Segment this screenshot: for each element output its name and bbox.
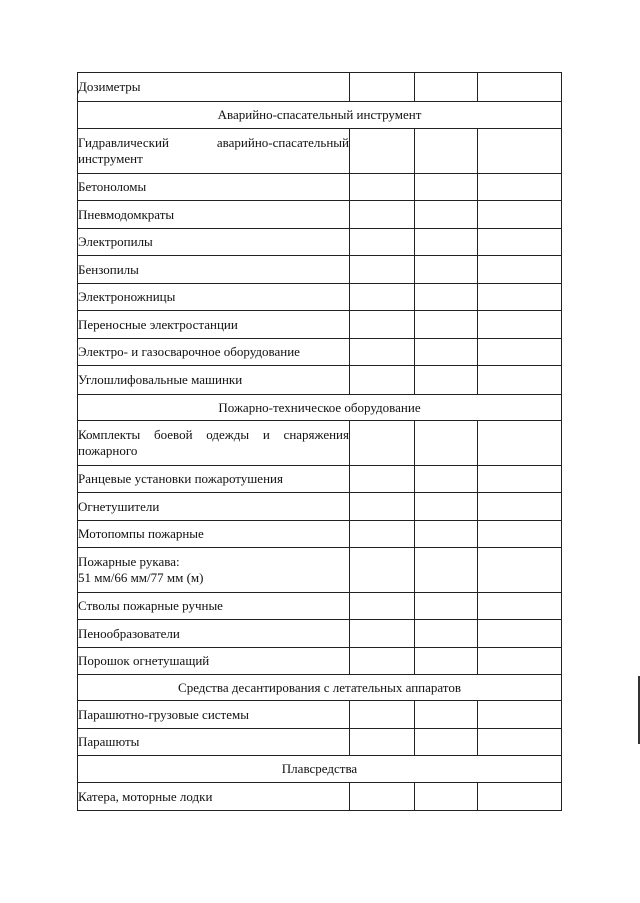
item-name-line: Гидравлический аварийно-спасательный [78, 135, 349, 150]
section-heading: Средства десантирования с летательных аппаратов [78, 675, 562, 701]
empty-value-cell [478, 521, 562, 548]
empty-value-cell [415, 201, 478, 229]
table-row [78, 174, 562, 201]
table-row [78, 201, 562, 229]
section-heading: Плавсредства [78, 756, 562, 783]
empty-value-cell [478, 648, 562, 675]
empty-value-cell [415, 256, 478, 284]
item-name-line: Стволы пожарные ручные [78, 598, 223, 613]
empty-value-cell [350, 493, 415, 521]
empty-value-cell [478, 256, 562, 284]
table-row [78, 493, 562, 521]
item-name-line: Мотопомпы пожарные [78, 526, 204, 541]
empty-value-cell [478, 620, 562, 648]
item-name-cell [78, 521, 350, 548]
empty-value-cell [478, 229, 562, 256]
item-name-line: Электро- и газосварочное оборудование [78, 344, 300, 359]
item-name-cell [78, 466, 350, 493]
item-name-cell [78, 339, 350, 366]
empty-value-cell [415, 421, 478, 466]
table-row [78, 620, 562, 648]
empty-value-cell [350, 466, 415, 493]
table-row [78, 421, 562, 466]
empty-value-cell [478, 366, 562, 395]
table-row [78, 339, 562, 366]
empty-value-cell [478, 129, 562, 174]
empty-value-cell [350, 366, 415, 395]
item-name-cell [78, 421, 350, 466]
empty-value-cell [415, 493, 478, 521]
empty-value-cell [350, 129, 415, 174]
empty-value-cell [350, 421, 415, 466]
section-heading: Пожарно-техническое оборудование [78, 395, 562, 421]
empty-value-cell [350, 648, 415, 675]
item-name-cell [78, 648, 350, 675]
empty-value-cell [350, 521, 415, 548]
table-row [78, 256, 562, 284]
empty-value-cell [478, 548, 562, 593]
section-heading: Аварийно-спасательный инструмент [78, 102, 562, 129]
table-row [78, 73, 562, 102]
empty-value-cell [415, 73, 478, 102]
empty-value-cell [478, 466, 562, 493]
empty-value-cell [350, 593, 415, 620]
table-row [78, 729, 562, 756]
empty-value-cell [350, 620, 415, 648]
item-name-line: Парашютно-грузовые системы [78, 706, 249, 722]
empty-value-cell [415, 284, 478, 311]
item-name-cell [78, 620, 350, 648]
table-row [78, 284, 562, 311]
table-row [78, 311, 562, 339]
empty-value-cell [478, 783, 562, 811]
item-name-cell [78, 366, 350, 395]
section-row [78, 675, 562, 701]
item-name-line: 51 мм/66 мм/77 мм (м) [78, 570, 204, 585]
empty-value-cell [350, 256, 415, 284]
section-row [78, 102, 562, 129]
empty-value-cell [478, 593, 562, 620]
empty-value-cell [478, 339, 562, 366]
table-row [78, 521, 562, 548]
item-name-cell [78, 174, 350, 201]
item-name-line: Бетоноломы [78, 179, 147, 194]
empty-value-cell [478, 201, 562, 229]
empty-value-cell [478, 311, 562, 339]
empty-value-cell [415, 129, 478, 174]
empty-value-cell [415, 648, 478, 675]
item-name-line: Бензопилы [78, 261, 139, 277]
empty-value-cell [478, 729, 562, 756]
item-name-cell [78, 284, 350, 311]
empty-value-cell [415, 174, 478, 201]
empty-value-cell [350, 284, 415, 311]
empty-value-cell [350, 783, 415, 811]
empty-value-cell [415, 229, 478, 256]
item-name-cell [78, 201, 350, 229]
empty-value-cell [350, 73, 415, 102]
table-row [78, 466, 562, 493]
item-name-line: Огнетушители [78, 498, 160, 514]
table-row [78, 548, 562, 593]
empty-value-cell [350, 548, 415, 593]
empty-value-cell [415, 521, 478, 548]
item-name-cell [78, 129, 350, 174]
empty-value-cell [415, 783, 478, 811]
item-name-cell [78, 73, 350, 102]
item-name-line: Катера, моторные лодки [78, 788, 213, 804]
empty-value-cell [478, 174, 562, 201]
item-name-cell [78, 729, 350, 756]
item-name-line: Пожарные рукава: [78, 554, 180, 569]
table-row [78, 593, 562, 620]
equipment-table [77, 72, 562, 811]
empty-value-cell [415, 339, 478, 366]
empty-value-cell [350, 174, 415, 201]
empty-value-cell [478, 421, 562, 466]
empty-value-cell [350, 701, 415, 729]
empty-value-cell [350, 729, 415, 756]
item-name-line: Углошлифовальные машинки [78, 372, 243, 387]
item-name-cell [78, 256, 350, 284]
empty-value-cell [478, 701, 562, 729]
table-row [78, 129, 562, 174]
empty-value-cell [415, 701, 478, 729]
empty-value-cell [415, 366, 478, 395]
item-name-line: Пневмодомкраты [78, 206, 175, 222]
empty-value-cell [415, 548, 478, 593]
empty-value-cell [478, 493, 562, 521]
empty-value-cell [415, 620, 478, 648]
table-row [78, 783, 562, 811]
item-name-line: Парашюты [78, 734, 140, 749]
item-name-line: Дозиметры [78, 79, 141, 94]
table-row [78, 366, 562, 395]
table-row [78, 648, 562, 675]
item-name-cell [78, 701, 350, 729]
empty-value-cell [350, 201, 415, 229]
item-name-line: пожарного [78, 443, 138, 458]
section-row [78, 756, 562, 783]
table-row [78, 701, 562, 729]
item-name-cell [78, 311, 350, 339]
item-name-cell [78, 783, 350, 811]
section-row [78, 395, 562, 421]
item-name-cell [78, 548, 350, 593]
table-row [78, 229, 562, 256]
item-name-line: Электропилы [78, 234, 153, 249]
empty-value-cell [350, 229, 415, 256]
empty-value-cell [350, 311, 415, 339]
item-name-cell [78, 493, 350, 521]
item-name-line: Пенообразователи [78, 625, 180, 641]
equipment-table-body [78, 73, 562, 811]
item-name-cell [78, 593, 350, 620]
item-name-line: Порошок огнетушащий [78, 653, 210, 668]
empty-value-cell [478, 284, 562, 311]
empty-value-cell [415, 466, 478, 493]
item-name-line: Ранцевые установки пожаротушения [78, 471, 283, 486]
empty-value-cell [415, 311, 478, 339]
item-name-line: Комплекты боевой одежды и снаряжения [78, 427, 349, 442]
item-name-line: Электроножницы [78, 289, 176, 304]
empty-value-cell [415, 593, 478, 620]
empty-value-cell [350, 339, 415, 366]
empty-value-cell [478, 73, 562, 102]
item-name-line: Переносные электростанции [78, 316, 238, 332]
item-name-line: инструмент [78, 151, 143, 166]
empty-value-cell [415, 729, 478, 756]
item-name-cell [78, 229, 350, 256]
